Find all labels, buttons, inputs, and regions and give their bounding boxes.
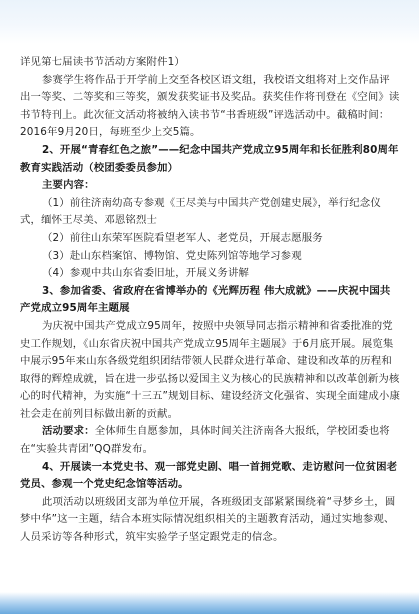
page-top-shading (0, 0, 419, 44)
list-item: （4）参观中共山东省委旧址，开展义务讲解 (42, 267, 250, 280)
section-2-heading: 2、开展“青春红色之旅”——纪念中国共产党成立95周年和长征胜利80周年教育实践活动（校团委委员参加） (20, 143, 399, 174)
section-4-heading: 4、开展读一本党史书、观一部党史剧、唱一首拥党歌、走访慰问一位贫困老党员、参观一个党史纪念馆等活动。 (20, 460, 398, 491)
document-body (20, 54, 400, 547)
intro-line: 详见第七届读书节活动方案附件1） (20, 56, 185, 68)
page-bottom-band (0, 592, 419, 614)
list-item: （1）前往济南幼高专参观《王尽美与中国共产党创建史展》，举行纪念仪式，缅怀王尽美、邓恩铭烈士 (20, 196, 381, 227)
intro-paragraph: 参赛学生将作品于开学前上交至各校区语文组，我校语文组将对上交作品评出一等奖、二等奖和三等奖，颁发获奖证书及奖品。获奖佳作将刊登在《空间》读书节特刊上。此次征文活动将被纳入读书节“书香班级”评选活动中。截稿时间：2016年9月20日，每班至少上交5篇。 (20, 73, 400, 139)
main-contents-label: 主要内容： (42, 179, 95, 192)
section-3-body: 为庆祝中国共产党成立95周年，按照中央领导同志指示精神和省委批准的党史工作规划，《山东省庆祝中国共产党成立95周年主题展》于6月底开展。展览集中展示95年来山东各级党组织团结带领人民群众进行革命、建设和改革的历程和取得的辉煌成就，旨在进一步弘扬以爱国主义为核心的民族精神和以改革创新为核心的时代精神，为实施“十三五”规划目标、建设经济文化强省、实现全面建成小康社会走在前列目标做出新的贡献。 (20, 319, 400, 420)
list-item: （3）赴山东档案馆、博物馆、党史陈列馆等地学习参观 (42, 249, 302, 262)
requirement-text: 全体师生自愿参加，具体时间关注济南各大报纸，学校团委也将在“实验共青团”QQ群发布。 (20, 425, 390, 456)
section-3-heading: 3、参加省委、省政府在省博举办的《光辉历程 伟大成就》——庆祝中国共产党成立95周年主题展 (20, 284, 391, 315)
section-4-body: 此项活动以班级团支部为单位开展，各班级团支部紧紧围绕着“寻梦乡土，圆梦中华”这一主题，结合本班实际情况组织相关的主题教育活动，通过实地参观、人员采访等各种形式，筑牢实验学子坚定跟党走的信念。 (20, 495, 396, 544)
list-item: （2）前往山东荣军医院看望老军人、老党员，开展志愿服务 (42, 231, 323, 244)
activity-requirement (20, 423, 400, 458)
requirement-label: 活动要求： (42, 425, 95, 438)
